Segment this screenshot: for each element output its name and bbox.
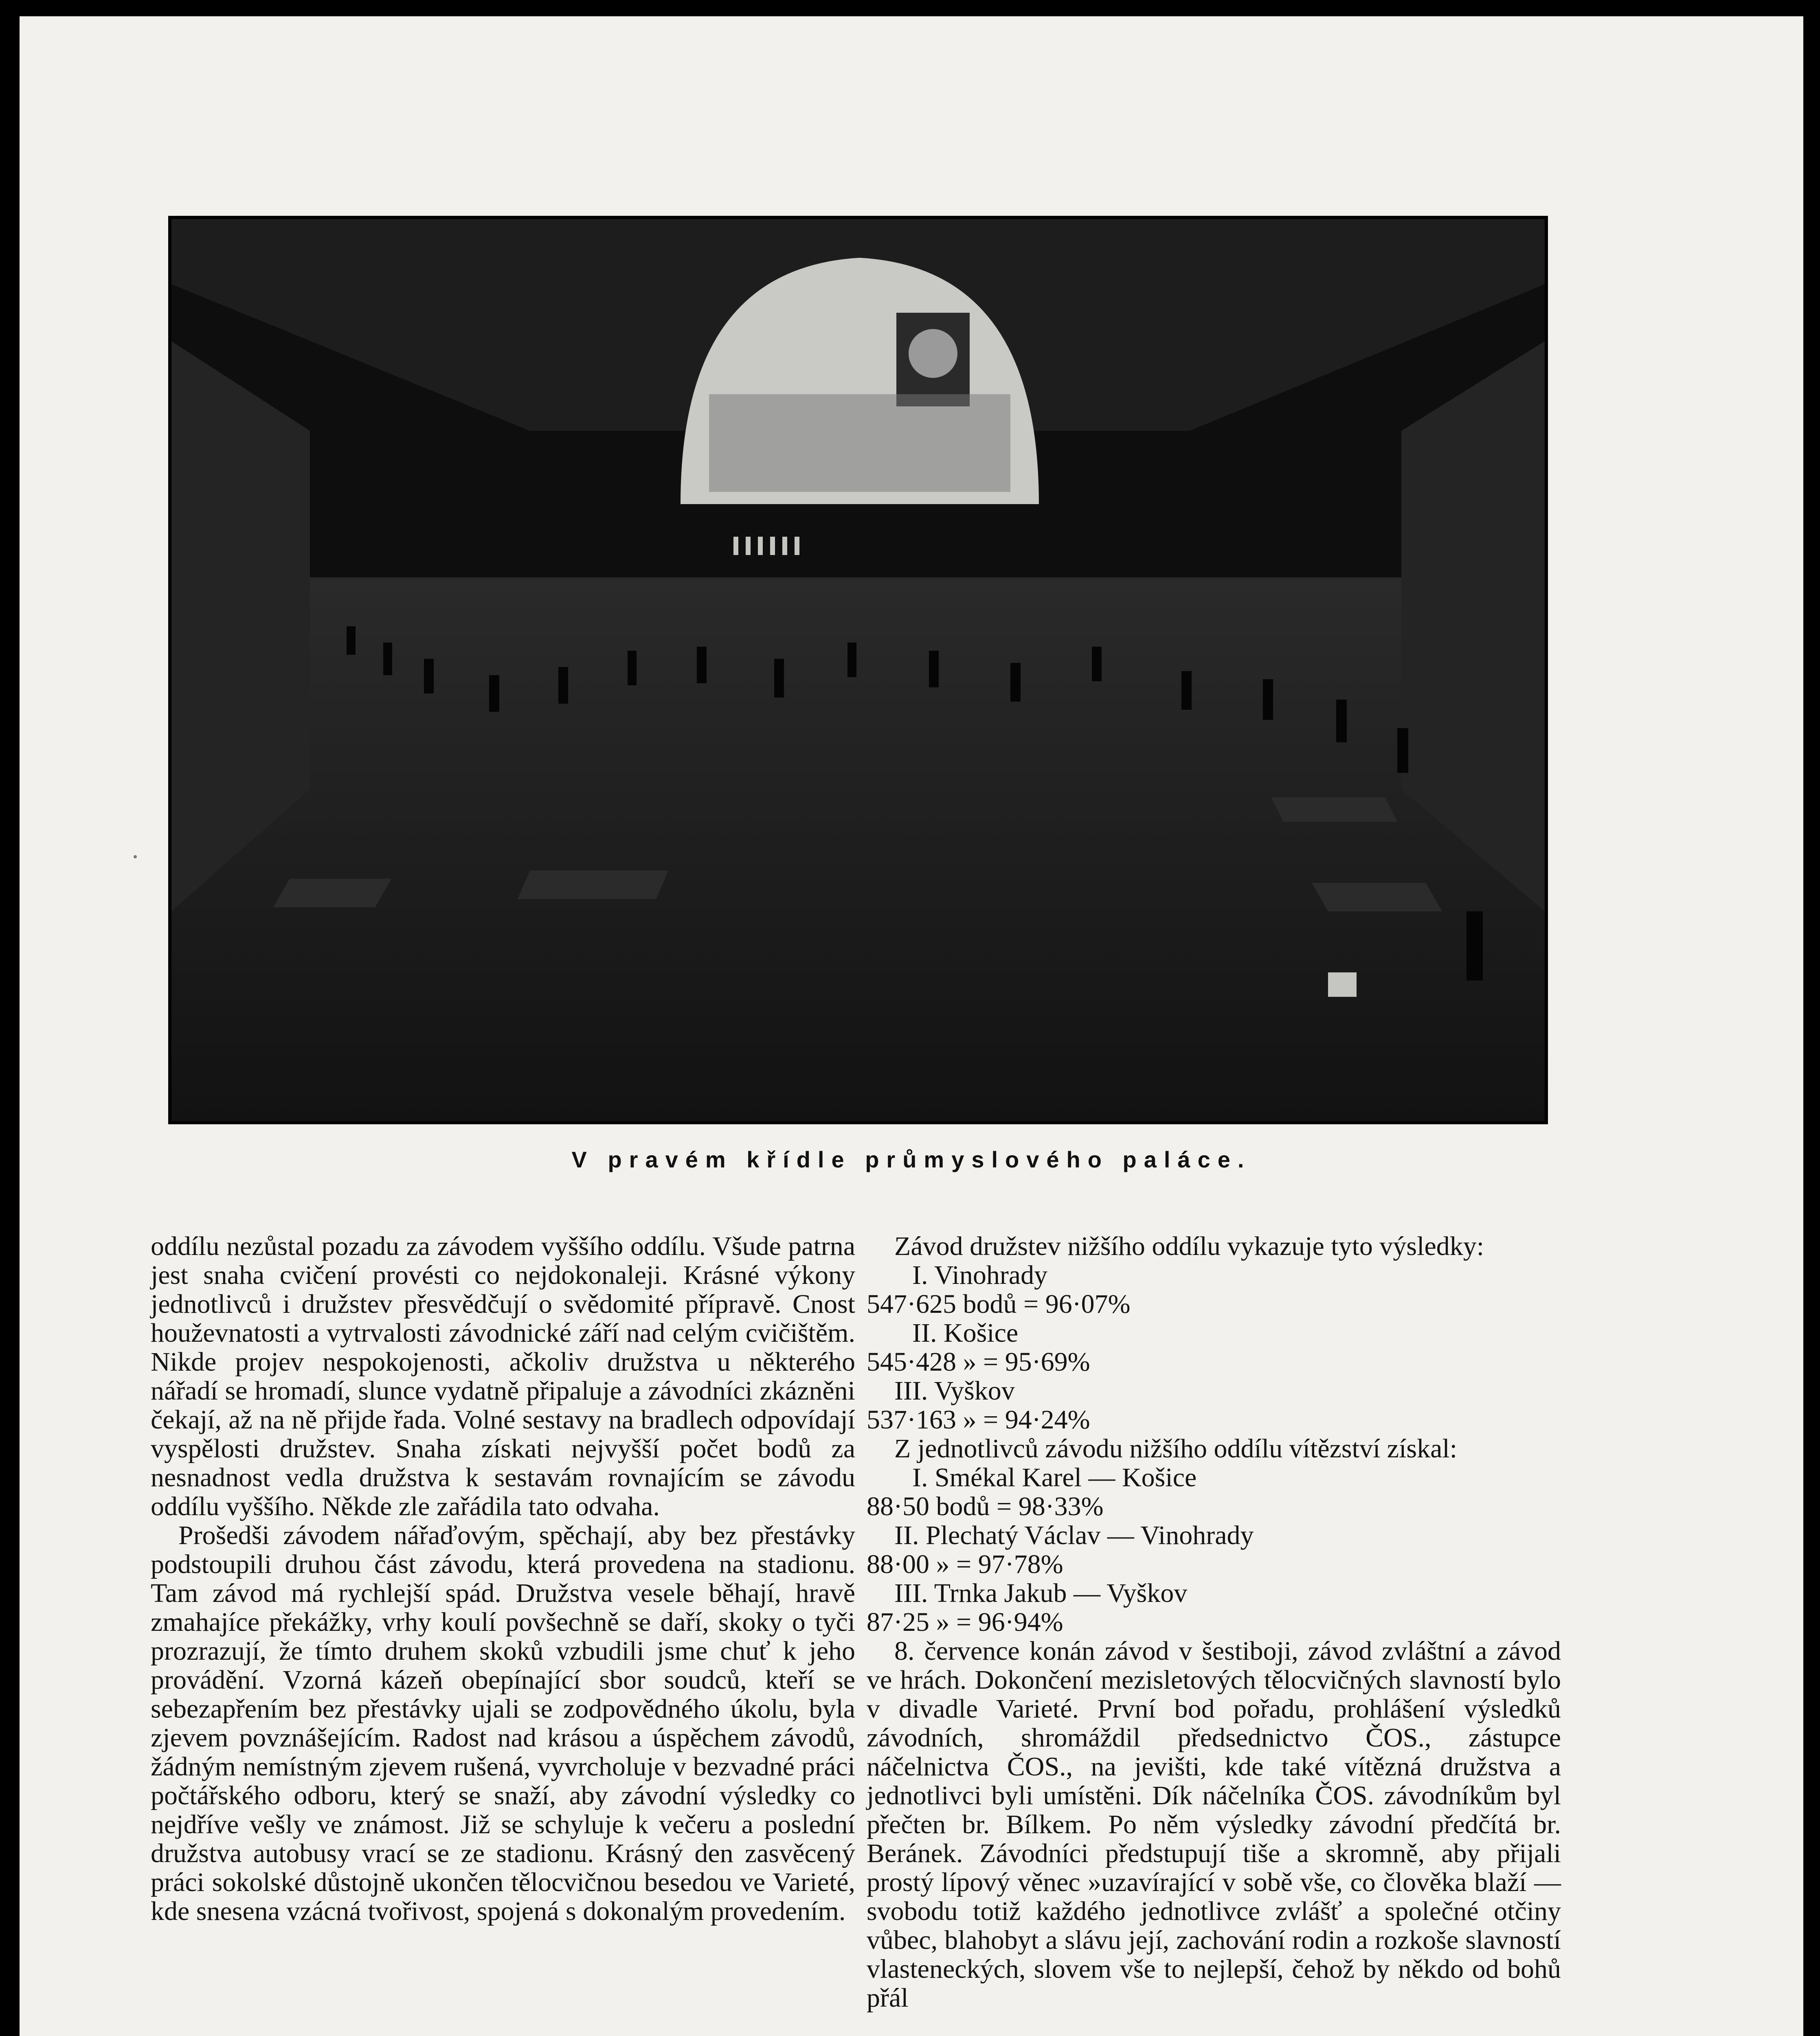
individual-result-place: I. Smékal Karel — Košice xyxy=(912,1463,1197,1492)
paragraph: 8. července konán závod v šestiboji, závod zvláštní a závod ve hrách. Dokončení mezisletových tělocvičných slavností bylo v divadle Varieté. První bod pořadu, prohlášení výsledků závodních, shromáždil předsednictvo ČOS., zástupce náčelnictva ČOS., na jevišti, kde také vítězná družstva a jednotlivci byli umístěni. Dík náčelníka ČOS. závodníkům byl přečten br. Bílkem. Po něm výsledky závodní předčítá br. Beránek. Závodníci předstupují tiše a skromně, aby přijali prostý lípový věnec »uzavírající v sobě vše, co člověka blaží — svobodu totiž každého jednotlivce zvlášť a společné otčiny vůbec, blahobyt a slávu její, zachování rodin a rozkoše slavností vlasteneckých, slovem vše to nejlepší, čehož by někdo od bohů přál xyxy=(867,1636,1561,2013)
individual-result-score: 88·00 » = 97·78% xyxy=(867,1549,1063,1579)
right-column xyxy=(867,1232,1561,2012)
team-result-score: 545·428 » = 95·69% xyxy=(867,1347,1090,1377)
gymnasium-photo xyxy=(168,216,1548,1124)
team-result-score: 537·163 » = 94·24% xyxy=(867,1405,1090,1435)
photo-caption: V pravém křídle průmyslového paláce. xyxy=(571,1147,1251,1172)
individual-result-place: II. Plechatý Václav — Vinohrady xyxy=(894,1520,1254,1550)
hall-photo-illustration xyxy=(171,219,1545,1121)
team-result-place: III. Vyškov xyxy=(894,1376,1015,1406)
paragraph: oddílu nezůstal pozadu za závodem vyššího oddílu. Všude patrna jest snaha cvičení provésti co nejdokonaleji. Krásné výkony jednotlivců i družstev přesvědčují o svědomité přípravě. Cnost houževnatosti a vytrvalosti závodnické září nad celým cvičištěm. Nikde projev nespokojenosti, ačkoliv družstva u některého nářadí se hromadí, slunce vydatně připaluje a závodníci zkázněni čekají, až na ně přijde řada. Volné sestavy na bradlech odpovídají vyspělosti družstev. Snaha získati nejvyšší počet bodů za nesnadnost vedla družstva k sestavám rovnajícím se závodu oddílu vyššího. Někde zle zařádila tato odvaha. xyxy=(151,1231,855,1521)
individual-result-place: III. Trnka Jakub — Vyškov xyxy=(894,1578,1188,1608)
clock-face xyxy=(909,329,957,378)
window-band xyxy=(709,394,1010,492)
individual-result-score: 87·25 » = 96·94% xyxy=(867,1607,1063,1637)
team-result-score: 547·625 bodů = 96·07% xyxy=(867,1289,1131,1319)
team-result-place: II. Košice xyxy=(912,1318,1019,1348)
page xyxy=(20,16,1803,2036)
hall-floor xyxy=(171,577,1545,1121)
team-result-place: I. Vinohrady xyxy=(912,1260,1048,1290)
individual-result-score: 88·50 bodů = 98·33% xyxy=(867,1492,1104,1521)
individual-results-intro: Z jednotlivců závodu nižšího oddílu vítězství získal: xyxy=(894,1434,1458,1463)
scan-speck xyxy=(134,855,137,858)
paragraph: Prošedši závodem nářaďovým, spěchají, aby bez přestávky podstoupili druhou část závodu, která provedena na stadionu. Tam závod má rychlejší spád. Družstva vesele běhají, hravě zmahajíce překážky, vrhy koulí povšechně se daří, skoky o tyči prozrazují, že tímto druhem skoků vzbudili jsme chuť k jeho provádění. Vzorná kázeň obepínající sbor soudců, kteří se sebezapřením bez přestávky ujali se zodpovědného úkolu, byla zjevem povznášejícím. Radost nad krásou a úspěchem závodů, žádným nemístným zjevem rušená, vyvrcholuje v bezvadné práci počtářského odboru, který se snaží, aby závodní výsledky co nejdříve vešly ve známost. Již se schyluje k večeru a poslední družstva autobusy vrací se ze stadionu. Krásný den zasvěcený práci sokolské důstojně ukončen tělocvičnou besedou ve Varieté, kde snesena vzácná tvořivost, spojená s dokonalým provedením. xyxy=(151,1520,855,1926)
left-column xyxy=(151,1232,855,1926)
results-intro: Závod družstev nižšího oddílu vykazuje tyto výsledky: xyxy=(894,1231,1484,1261)
